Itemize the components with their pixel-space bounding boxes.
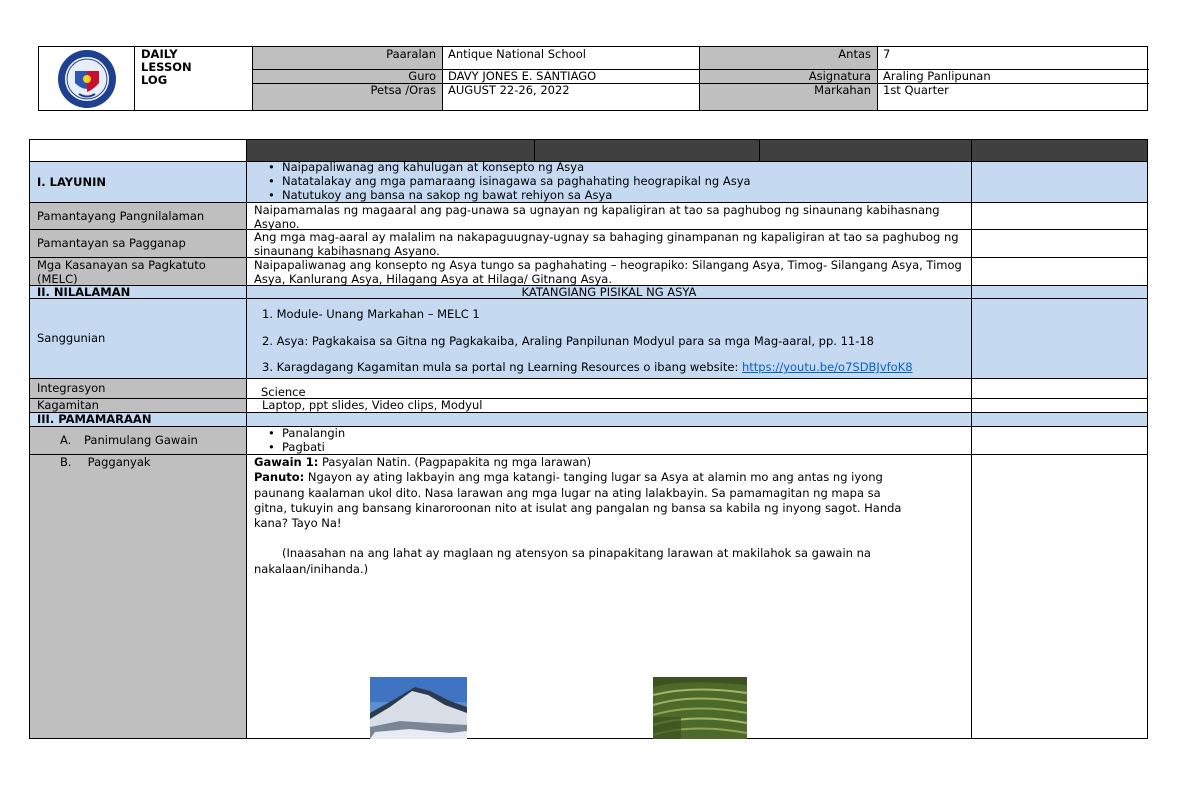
- reference-text: 3. Karagdagang Kagamitan mula sa portal ng Learning Resources o ibang website:: [262, 360, 742, 374]
- nilalaman-label: II. NILALAMAN: [30, 286, 247, 298]
- school-label: Paaralan: [386, 47, 436, 61]
- integrasyon-row: [30, 378, 1147, 398]
- youtube-link[interactable]: https://youtu.be/o7SDBJvfoK8: [741, 360, 913, 374]
- melc-row: [30, 257, 1147, 285]
- date-label: Petsa /Oras: [370, 83, 436, 97]
- list-item: • Naipapaliwanag ang kahulugan at konsepto ng Asya: [282, 161, 964, 175]
- reference-item-3: [255, 360, 964, 374]
- panimula-label: Panimulang Gawain: [84, 433, 198, 448]
- gawain-line: [254, 455, 931, 470]
- panuto-paragraph: [254, 470, 906, 531]
- list-item: • Natutukoy ang bansa na sakop ng bawat rehiyon sa Asya: [282, 189, 964, 203]
- pamamaraan-row: [30, 412, 1147, 426]
- layunin-content: [247, 162, 972, 202]
- grade-label: Antas: [838, 47, 871, 61]
- sanggunian-content: [247, 299, 972, 378]
- sanggunian-label: Sanggunian: [30, 299, 247, 378]
- lesson-plan-table: [29, 139, 1148, 739]
- title-line-1: DAILY: [141, 47, 178, 61]
- kagamitan-extra: [972, 399, 1147, 412]
- pagganyak-row: [30, 454, 1147, 738]
- integrasyon-text: Science: [247, 379, 972, 398]
- nilalaman-row: [30, 285, 1147, 298]
- melc-extra: [972, 258, 1147, 285]
- integrasyon-label: Integrasyon: [30, 379, 247, 398]
- layunin-list: [254, 161, 964, 202]
- integrasyon-extra: [972, 379, 1147, 398]
- melc-text: Naipapaliwanag ang konsepto ng Asya tungo sa paghahating – heograpiko: Silangang Asya, Timog- Silangang Asya, Timog Asya, Kanlurang Asya, Hilagang Asya at Hilaga/ Gitnang Asya.: [247, 258, 972, 285]
- mountain-photo: [370, 677, 467, 739]
- panimula-list: [254, 427, 964, 455]
- panimula-content: [247, 427, 972, 454]
- reference-item: 1. Module- Unang Markahan – MELC 1: [262, 307, 480, 321]
- panimula-letter: A.: [60, 433, 72, 448]
- pagganyak-label-cell: [30, 455, 247, 738]
- pangnilalaman-extra: [972, 203, 1147, 229]
- header-blank-cell: [30, 140, 247, 161]
- pagganyak-note: (Inaasahan na ang lahat ay maglaan ng atensyon sa pinapakitang larawan at makilahok sa gawain na nakalaan/inihanda.): [254, 546, 871, 576]
- teacher-label: Guro: [408, 69, 436, 83]
- list-item: • Pagbati: [282, 441, 964, 455]
- deped-seal-cell: [39, 47, 134, 110]
- title-line-2: LESSON: [141, 60, 192, 75]
- pangnilalaman-row: [30, 202, 1147, 232]
- subject-label: Asignatura: [808, 69, 871, 83]
- layunin-label: I. LAYUNIN: [30, 162, 247, 202]
- day-header-cell: [972, 140, 1147, 161]
- kagamitan-text: Laptop, ppt slides, Video clips, Modyul: [247, 399, 972, 412]
- kagamitan-row: [30, 398, 1147, 412]
- sanggunian-extra: [972, 299, 1147, 378]
- school-value: Antique National School: [448, 47, 586, 61]
- panuto-title: Panuto:: [254, 470, 305, 485]
- pagganyak-content: [247, 455, 972, 738]
- table-header-row: [30, 140, 1147, 161]
- reference-item: 2. Asya: Pagkakaisa sa Gitna ng Pagkakaiba, Araling Panpilunan Modyul para sa mga Mag-aaral, pp. 11-18: [262, 334, 874, 348]
- teacher-value: DAVY JONES E. SANTIAGO: [448, 69, 597, 83]
- kagamitan-label: Kagamitan: [30, 399, 247, 412]
- gawain-title: Gawain 1:: [254, 455, 319, 469]
- panuto-text: Ngayon ay ating lakbayin ang mga katangi- tanging lugar sa Asya at alamin mo ang antas ng iyong paunang kaalaman ukol dito. Nasa larawan ang mga lugar na ating lalakbayin. Sa pamamagitan ng mapa sa gitna, tukuyin ang bansang kinaroroonan nito at isulat ang pangalan ng bansa sa kabila ng inyong sagot. Handa kana? Tayo Na!: [254, 470, 902, 531]
- pagganap-extra: [972, 230, 1147, 257]
- subject-value: Araling Panlipunan: [883, 69, 991, 83]
- nilalaman-text: KATANGIANG PISIKAL NG ASYA: [247, 286, 972, 298]
- melc-label: Mga Kasanayan sa Pagkatuto (MELC): [30, 258, 247, 285]
- gawain-text: Pasyalan Natin. (Pagpapakita ng mga larawan): [318, 455, 592, 469]
- pamamaraan-blank: [247, 413, 972, 426]
- panimula-extra: [972, 427, 1147, 454]
- pamamaraan-extra: [972, 413, 1147, 426]
- date-value: AUGUST 22-26, 2022: [448, 83, 570, 97]
- pagganap-row: [30, 229, 1147, 257]
- pagganyak-extra: [972, 455, 1147, 738]
- pamamaraan-label: III. PAMAMARAAN: [30, 413, 247, 426]
- panimula-label-cell: [30, 427, 247, 454]
- deped-seal-logo: [57, 49, 117, 109]
- daily-lesson-log-title: [134, 47, 252, 110]
- title-line-3: LOG: [141, 73, 168, 88]
- panimula-row: [30, 426, 1147, 454]
- pagganyak-letter: B.: [60, 455, 72, 469]
- grade-value: 7: [883, 47, 891, 61]
- rice-terraces-photo: [653, 677, 747, 739]
- header-table: [38, 46, 1148, 111]
- pangnilalaman-label: Pamantayang Pangnilalaman: [30, 203, 247, 229]
- list-item: • Natatalakay ang mga pamaraang isinagawa sa paghahating heograpikal ng Asya: [282, 175, 964, 189]
- pagganyak-label: Pagganyak: [87, 455, 151, 469]
- quarter-label: Markahan: [814, 83, 871, 97]
- day-header-cell: [760, 140, 972, 161]
- pangnilalaman-text: Naipamamalas ng magaaral ang pag-unawa sa ugnayan ng kapaligiran at tao sa paghubog ng sinaunang kabihasnang Asyano.: [247, 203, 972, 229]
- layunin-row: [30, 161, 1147, 202]
- sanggunian-row: [30, 298, 1147, 378]
- pagganap-text: Ang mga mag-aaral ay malalim na nakapaguugnay-ugnay sa bahaging ginampanan ng kapaligiran at tao sa paghubog ng sinaunang kabihasnang Asyano.: [247, 230, 972, 257]
- quarter-value: 1st Quarter: [883, 83, 949, 97]
- day-header-cell: [247, 140, 535, 161]
- day-header-cell: [535, 140, 760, 161]
- nilalaman-extra: [972, 286, 1147, 298]
- layunin-extra: [972, 162, 1147, 202]
- pagganap-label: Pamantayan sa Pagganap: [30, 230, 247, 257]
- list-item: • Panalangin: [282, 427, 964, 441]
